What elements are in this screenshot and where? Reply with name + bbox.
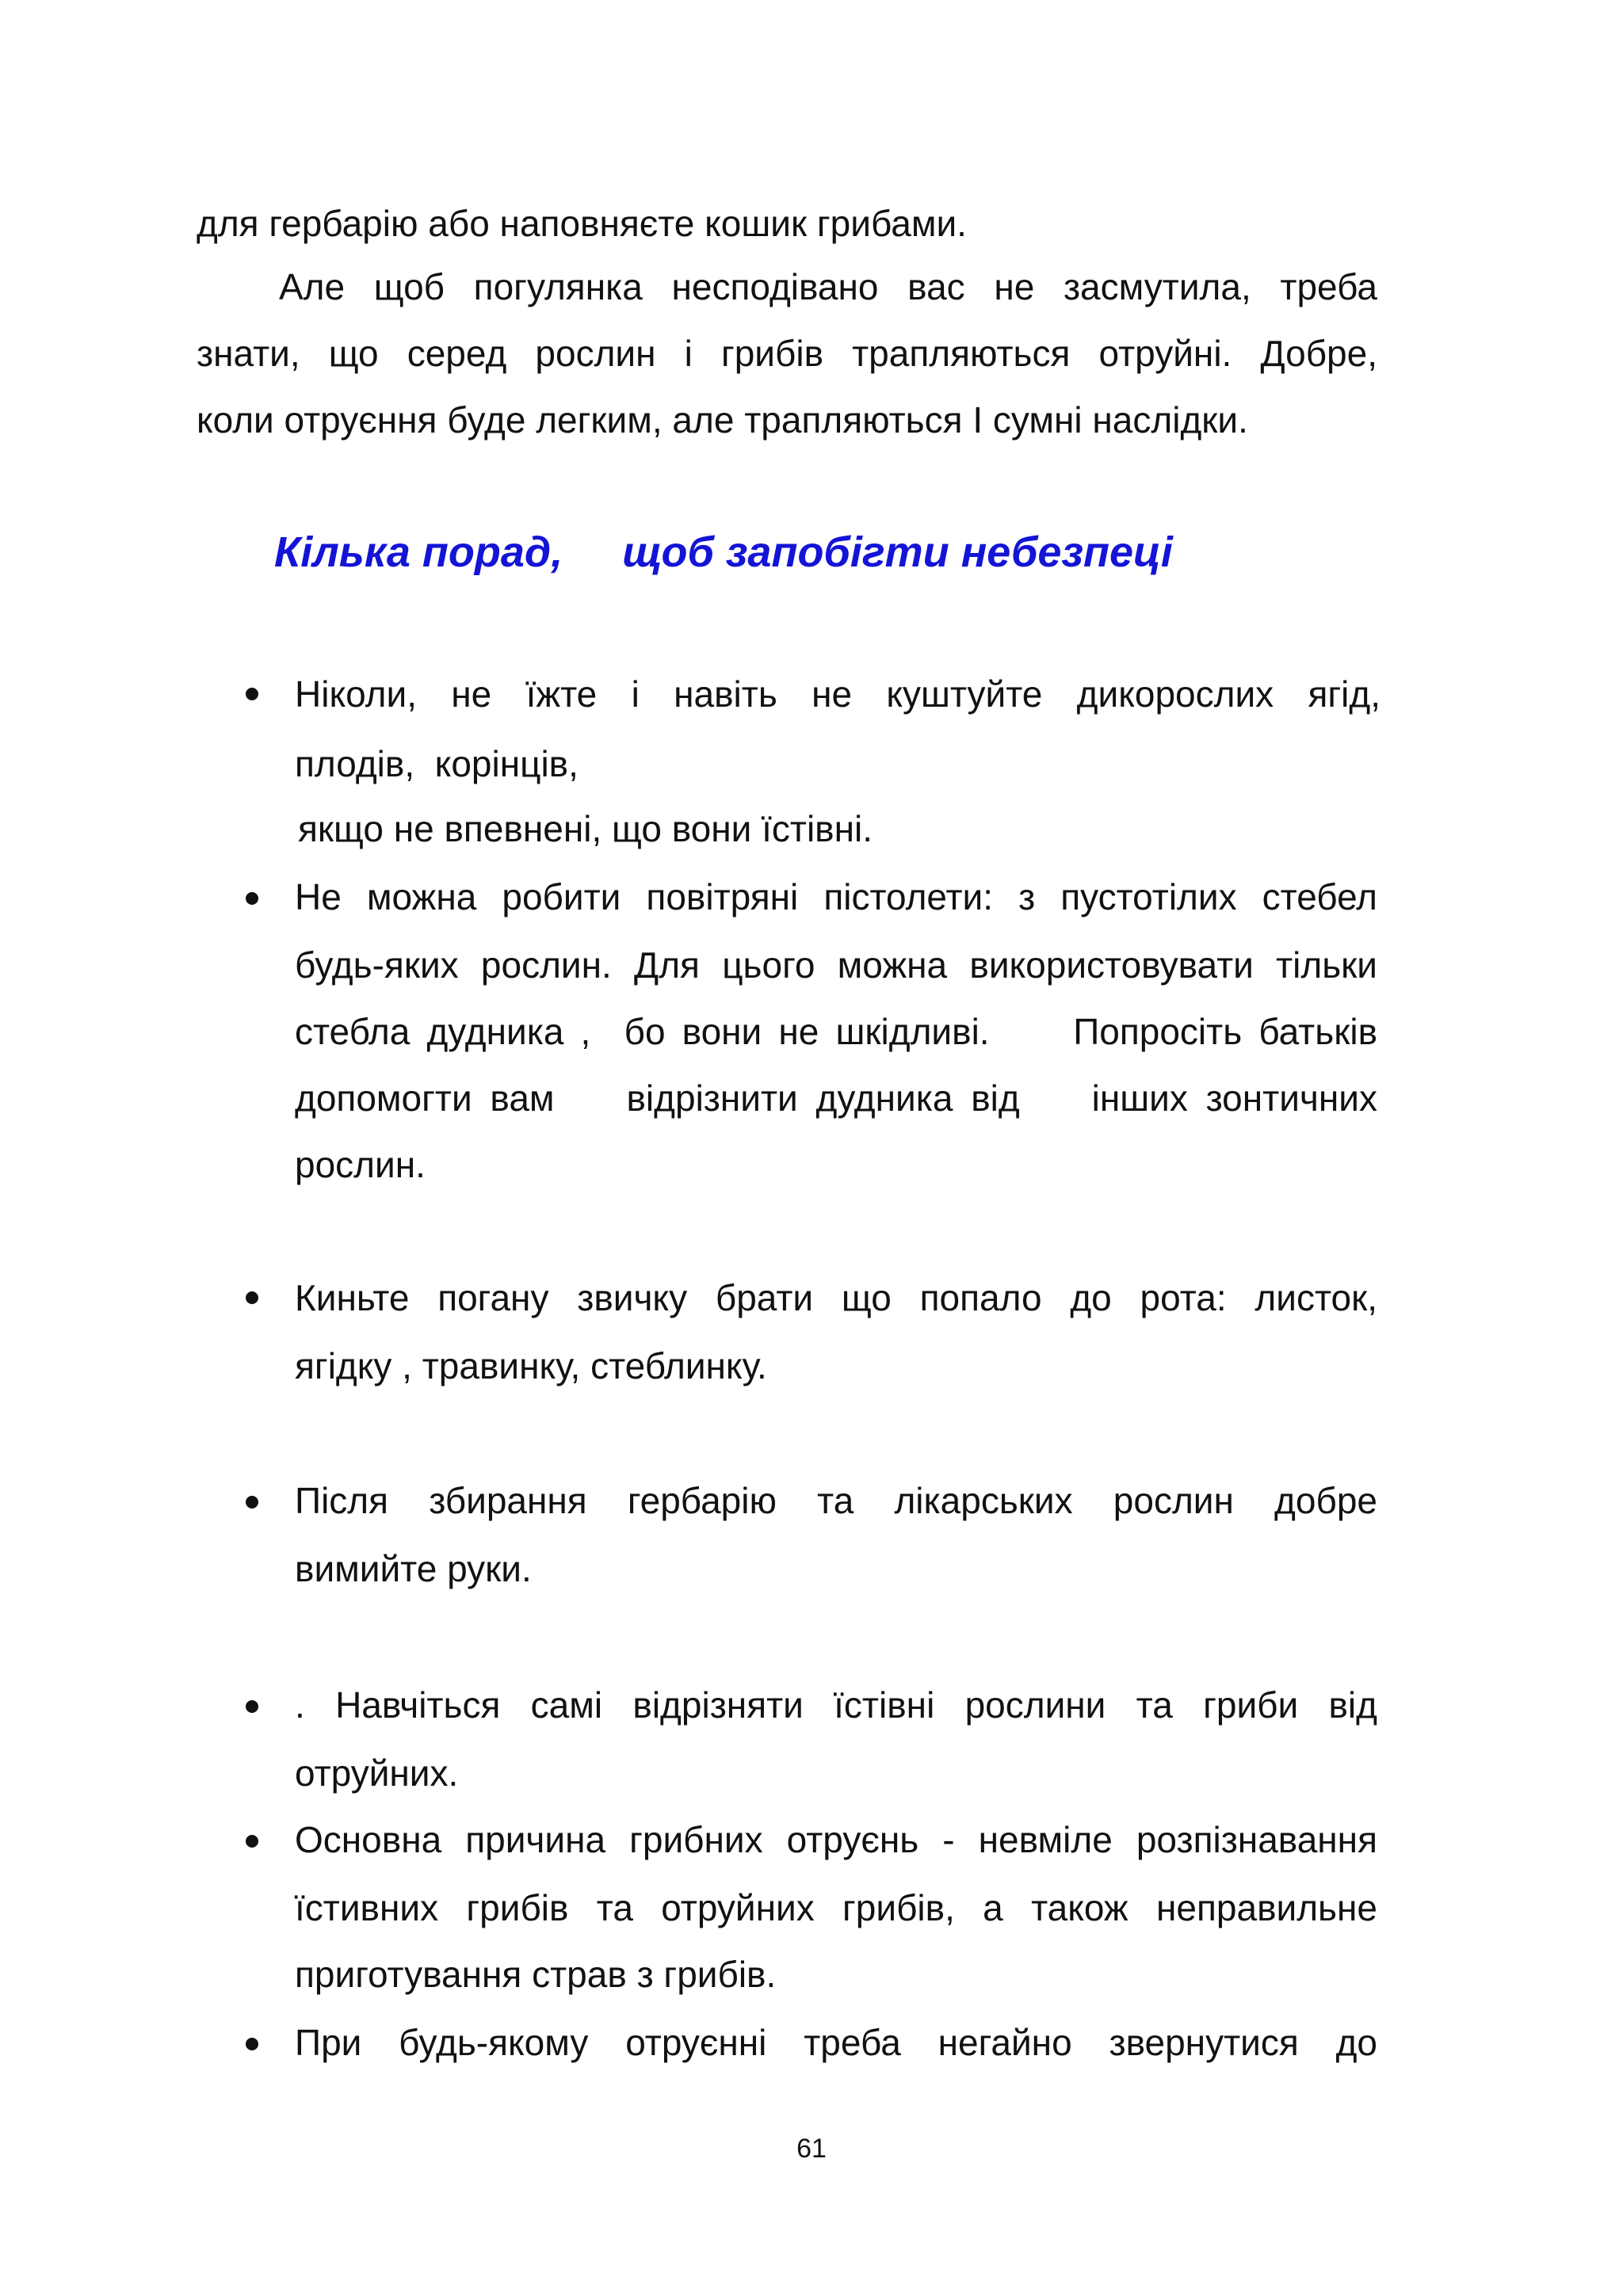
tip-4-line-2: вимийте руки. [295,1548,532,1589]
page-number: 61 [796,2134,827,2164]
tip-6-line-3: приготування страв з грибів. [295,1954,777,1995]
bullet-icon [246,2038,258,2050]
tip-2-line-3: стебла дудника , бо вони не шкідливі. Попросіть батьків [295,1011,1377,1052]
tip-7-line-1: При будь-якому отруєнні треба негайно звернутися до [295,2022,1377,2063]
tip-2-line-5: рослин. [295,1144,426,1185]
tip-6-line-1: Основна причина грибних отруєнь - невміле розпізнавання [295,1819,1377,1860]
intro-line-2: Але щоб погулянка несподівано вас не засмутила, треба [279,266,1377,307]
tip-2-line-1: Не можна робити повітряні пістолети: з пустотілих стебел [295,876,1377,917]
tip-5-line-2: отруйних. [295,1753,459,1794]
intro-line-4: коли отруєння буде легким, але трапляються І сумні наслідки. [197,399,1248,441]
bullet-icon [246,1496,258,1508]
section-heading: Кілька порад, щоб запобігти небезпеці [274,528,1173,576]
tip-4-line-1: Після збирання гербарію та лікарських рослин добре [295,1480,1377,1521]
intro-line-3: знати, що серед рослин і грибів трапляються отруйні. Добре, [197,333,1377,374]
bullet-icon [246,1700,258,1713]
tip-5-line-1: . Навчіться самі відрізняти їстівні рослини та гриби від [295,1684,1377,1726]
tip-6-line-2: їстивних грибів та отруйних грибів, а також неправильне [295,1887,1377,1928]
bullet-icon [246,688,258,700]
intro-line-1: для гербарію або наповняєте кошик грибами. [197,203,967,244]
tip-3-line-2: ягідку , травинку, стеблинку. [295,1345,767,1386]
tip-1-line-2: плодів, корінців, [295,743,579,784]
tip-1-line-1: Ніколи, не їжте і навіть не куштуйте дикорослих ягід, [295,673,1381,715]
tip-2-line-4: допомогти вам відрізнити дудника від інших зонтичних [295,1077,1377,1119]
bullet-icon [246,1291,258,1304]
tip-3-line-1: Киньте погану звичку брати що попало до рота: листок, [295,1277,1377,1318]
tip-2-line-2: будь-яких рослин. Для цього можна використовувати тільки [295,944,1377,986]
tip-1-line-3: якщо не впевнені, що вони їстівні. [298,808,873,849]
bullet-icon [246,892,258,905]
bullet-icon [246,1835,258,1848]
